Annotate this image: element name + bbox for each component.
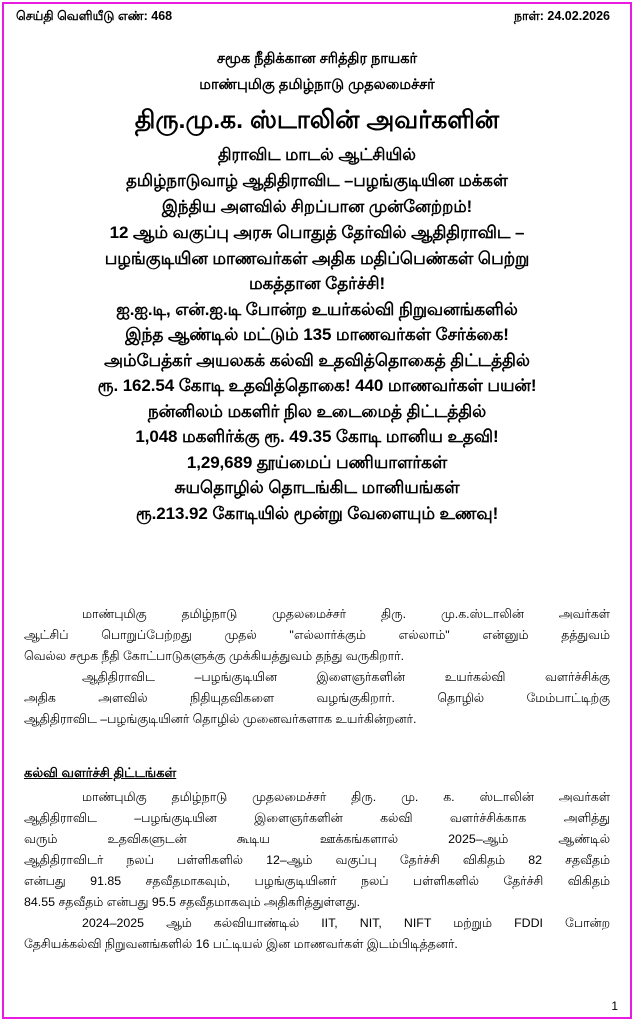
intro-paragraph <box>24 604 610 667</box>
headline-line: சுயதொழில் தொடங்கிட மானியங்கள் <box>174 478 460 497</box>
press-release-page <box>2 2 632 1019</box>
headline-line: தமிழ்நாடுவாழ் ஆதிதிராவிட –பழங்குடியின மக்கள் <box>126 172 508 190</box>
text-line: ஆட்சிப் பொறுப்பேற்றது முதல் "எல்லார்க்கும் எல்லாம்" என்னும் தத்துவம் <box>24 628 610 642</box>
section-title: கல்வி வளர்ச்சி திட்டங்கள் <box>24 765 177 780</box>
text-line: மாண்புமிகு தமிழ்நாடு முதலமைச்சர் திரு. மு. க. ஸ்டாலின் அவர்கள் <box>82 790 610 804</box>
intro-paragraph <box>24 667 610 730</box>
section-paragraph <box>24 787 610 913</box>
page-number: 1 <box>611 999 618 1013</box>
headline-main: திரு.மு.க. ஸ்டாலின் அவர்களின் <box>134 106 500 134</box>
headline-line: சமூக நீதிக்கான சரித்திர நாயகர் <box>216 51 418 67</box>
text-line: ஆதிதிராவிட –பழங்குடியின இளைஞர்களின் உயர்கல்வி வளர்ச்சிக்கு <box>82 670 610 684</box>
text-line: மாண்புமிகு தமிழ்நாடு முதலமைச்சர் திரு. மு.க.ஸ்டாலின் அவர்கள் <box>82 607 610 621</box>
text-line: 84.55 சதவீதம் என்பது 95.5 சதவீதமாகவும் அதிகரித்துள்ளது. <box>24 895 361 909</box>
headline-line: 1,048 மகளிர்க்கு ரூ. 49.35 கோடி மானிய உதவி! <box>135 427 499 446</box>
headline-line: திராவிட மாடல் ஆட்சியில் <box>217 146 417 164</box>
text-line: தேசியக்கல்வி நிறுவனங்களில் 16 பட்டியல் இன மாணவர்கள் இடம்பிடித்தனர். <box>24 937 458 951</box>
text-line: வரும் உதவிகளுடன் கூடிய ஊக்கங்களால் 2025–ஆம் ஆண்டில் <box>24 832 610 846</box>
headline-line: 1,29,689 தூய்மைப் பணியாளர்கள் <box>186 452 448 472</box>
headline-line: நன்னிலம் மகளிர் நில உடைமைத் திட்டத்தில் <box>147 401 487 421</box>
release-date: நாள்: 24.02.2026 <box>513 9 610 23</box>
text-line: 2024–2025 ஆம் கல்வியாண்டில் IIT, NIT, NIFT மற்றும் FDDI போன்ற <box>82 916 610 930</box>
header-bar <box>16 9 610 25</box>
press-release-number: செய்தி வெளியீடு எண்: 468 <box>16 9 173 23</box>
text-line: என்பது 91.85 சதவீதமாகவும், பழங்குடியினர் நலப் பள்ளிகளில் தேர்ச்சி விகிதம் <box>24 874 610 888</box>
headline-line: ரூ. 162.54 கோடி உதவித்தொகை! 440 மாணவர்கள் பயன்! <box>97 376 537 395</box>
section-paragraph <box>24 913 610 955</box>
headline-line: மாண்புமிகு தமிழ்நாடு முதலமைச்சர் <box>199 77 435 93</box>
headline-line: 12 ஆம் வகுப்பு அரசு பொதுத் தேர்வில் ஆதிதிராவிட – <box>109 223 525 242</box>
headline-line: ஐ.ஐ.டி, என்.ஐ.டி போன்ற உயர்கல்வி நிறுவனங்களில் <box>116 299 518 319</box>
text-line: ஆதிதிராவிட –பழங்குடியின இளைஞர்களின் கல்வி வளர்ச்சிக்காக அளித்து <box>24 811 610 825</box>
headline-line: பழங்குடியின மாணவர்கள் அதிக மதிப்பெண்கள் பெற்று <box>104 248 530 268</box>
text-line: ஆதிதிராவிட –பழங்குடியினர் தொழில் முனைவர்களாக உயர்கின்றனர். <box>24 712 417 726</box>
text-line: வெல்ல சமூக நீதி கோட்பாடுகளுக்கு முக்கியத்துவம் தந்து வருகிறார். <box>24 649 405 663</box>
headline-line: இந்த ஆண்டில் மட்டும் 135 மாணவர்கள் சேர்க்கை! <box>125 325 509 344</box>
headline-line: இந்திய அளவில் சிறப்பான முன்னேற்றம்! <box>161 198 473 216</box>
text-line: அதிக அளவில் நிதியுதவிகளை வழங்குகிறார். தொழில் மேம்பாட்டிற்கு <box>24 691 610 705</box>
headline-line: ரூ.213.92 கோடியில் மூன்று வேளையும் உணவு! <box>135 503 499 523</box>
body-text <box>24 604 610 955</box>
text-line: ஆதிதிராவிடர் நலப் பள்ளிகளில் 12–ஆம் வகுப்பு தேர்ச்சி விகிதம் 82 சதவீதம் <box>24 853 610 867</box>
headline-block <box>4 46 630 526</box>
headline-line: மகத்தான தேர்ச்சி! <box>248 274 386 293</box>
headline-line: அம்பேத்கர் அயலகக் கல்வி உதவித்தொகைத் திட்டத்தில் <box>104 350 530 370</box>
